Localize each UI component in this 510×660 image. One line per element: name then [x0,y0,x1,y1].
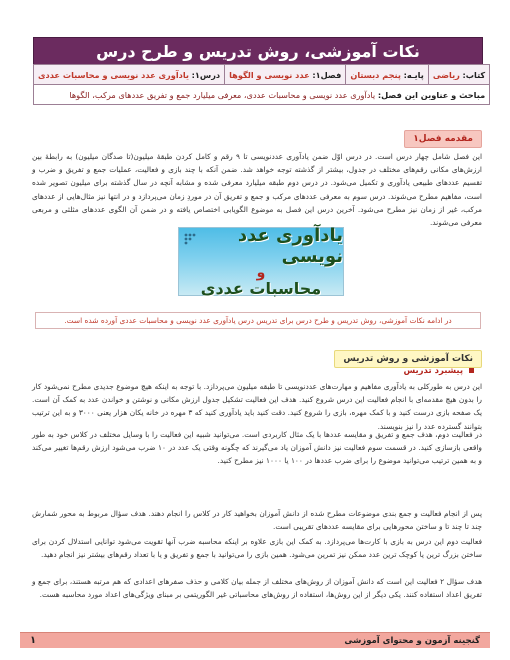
chapter-cell [225,65,346,85]
grade-cell [346,65,428,85]
grade-value: پنجم دبستان [350,69,401,80]
continuation-note [35,312,481,329]
book-cell [428,65,489,85]
topics-label: مباحث و عناوین این فصل: [377,89,486,100]
continuation-note-text: در ادامه نکات آموزشی، روش تدریس و طرح درس برای تدریس درس یادآوری عدد نویسی و محاسبات عددی آورده شده است. [64,316,452,325]
lesson-info-table [33,64,490,105]
book-value: ریاضی [432,69,460,80]
grade-label: پایـه: [403,69,424,80]
bullet-icon [469,368,474,373]
teaching-paragraph-1: این درس به طورکلی به یادآوری مفاهیم و مهارت‌های عددنویسی تا طبقه میلیون می‌پردازد. با توجه به اینکه هیچ موضوع جدیدی مطرح نمی‌شود کار را بدون هیچ مقدمه‌ای با انجام فعالیت این درس شروع کنید. هدف این فعالیت تشکیل جدول ارزش مکانی و نوشتن و خواندن عدد به کمک آن است. یک صفحه بازی درست کنید و با کمک مهره، بازی را شروع کنید. دقت کنید باید یادآوری کنید که ۳ مهره در خانه یکان هزار یعنی ۳۰۰۰ و به این ترتیب بتوانند گسترده عدد را نیز بنویسند. [32,382,483,431]
lesson-title-image [178,227,344,296]
page-title: نکات آموزشی، روش تدریس و طرح درس [96,41,420,61]
info-row-topics [34,85,490,105]
chapter-intro-paragraph: این فصل شامل چهار درس است. در درس اوّل ضمن یادآوری عددنویسی تا ۹ رقم و کامل کردن طبقهٔ میلیون(تا صدگان میلیون) به رابطهٔ بین ارزش‌های مکانی رقم‌های مختلف در جدول، بیشتر از گذشته توجه خواهد شد. ضمن آنکه با چند بازی و فعالیت، عملیات جمع و تفریق و ضرب و تقسیم عددهای طبیعی یادآوری و تکمیل می‌شود. در درس دوم طبقه میلیارد معرفی شده و مشابه آنچه در سال گذشته برای میلیون تصویر شده است، مفاهیم مطرح می‌شوند. درس سوم به معرفی عددهای مرکب و جمع و تفریق آن در موردِ زمان می‌پردازد و در انتها نیز مثال‌هایی از عددهای مرکب، غیر از زمان نیز مطرح می‌شود. آخرین درس این فصل به موضوع الگویابی اختصاص یافته و در ضمن آن الگوی عددهای مثلثی و مربعی معرفی می‌شوند. [32,152,482,228]
page-footer [20,632,490,648]
lesson-value: یادآوری عدد نویسی و محاسبات عددی [38,69,189,80]
teaching-progress-label: پیشبرد تدریس [403,366,464,376]
image-title-line2: محاسبات عددی [200,279,322,298]
footer-page-number: ۱ [30,635,37,646]
teaching-paragraph-5: هدف سؤال ۲ فعالیت این است که دانش آموزان از روش‌های مختلف از جمله بیان کلامی و حذف صفرهای اعدادی که هم مرتبه هستند، برای جمع و تفریق اعداد استفاده کنند. یکی دیگر از این روش‌ها، استفاده از روش‌های محاسباتی غیر الگوریتمی بر مبنای ویژگی‌های اعداد مورد محاسبه هست. [32,577,482,600]
book-label: کتاب: [462,69,486,80]
page-title-banner [33,37,483,65]
teaching-progress-heading [403,366,474,376]
topics-value: یادآوری عدد نویسی و محاسبات عددی، معرفی میلیارد جمع و تفریق عددهای مرکب، الگوها [69,89,376,100]
info-row-main [34,65,490,85]
image-title-and: و [256,265,266,281]
image-title-line1: یادآوری عدد نویسی [237,225,343,267]
lesson-label: درس۱: [191,69,221,80]
teaching-paragraph-3: پس از انجام فعالیت و جمع بندی موضوعات مطرح شده از دانش آموزان بخواهید کار در کلاس را انجام دهند. هدف سؤال مربوط به محور شمارش چند تا چند تا و ساختن محورهایی برای مقایسه عددهای تقریبی است. [32,509,482,532]
lesson-cell [34,65,225,85]
chapter-intro-heading: مقدمه فصل۱ [404,130,482,148]
chapter-value: عدد نویسی و الگوها [229,69,310,80]
topics-cell [34,85,490,105]
teaching-notes-heading: نکات آموزشی و روش تدریس [334,350,482,368]
teaching-paragraph-2: در فعالیت دوم، هدف جمع و تفریق و مقایسه عددها با یک مثال کاربردی است. می‌توانید شبیه این فعالیت را با وسایل مختلف در کلاس خود به طور واقعی بازسازی کنید. در قسمت سوم فعالیت نیز دانش آموزان یاد می‌گیرند که چگونه وقتی یک عدد در ۱۰ ضرب می‌شود ارزش رقم‌ها تغییر می‌کند و به همین ترتیب می‌توانید موضوع را برای ضرب عددها در ۱۰۰ یا ۱۰۰۰ نیز مطرح کنید. [32,430,482,466]
teaching-paragraph-4: فعالیت دوم این درس به بازی با کارت‌ها می‌پردازد. به کمک این بازی علاوه بر اینکه محاسبه ضرب آنها تقویت می‌شود توانایی استدلال کردن برای ساختن بزرگ ترین یا کوچک ترین عدد ممکن نیز تمرین می‌شود. همین بازی را می‌توانید با جمع و تفریق و یا با تعداد رقم‌های بیشتر نیز انجام دهید. [32,537,482,560]
dot-pattern-icon [183,232,197,246]
footer-book-name: گنجینه آزمون و محتوای آموزشی [344,635,480,646]
chapter-label: فصل۱: [312,69,342,80]
